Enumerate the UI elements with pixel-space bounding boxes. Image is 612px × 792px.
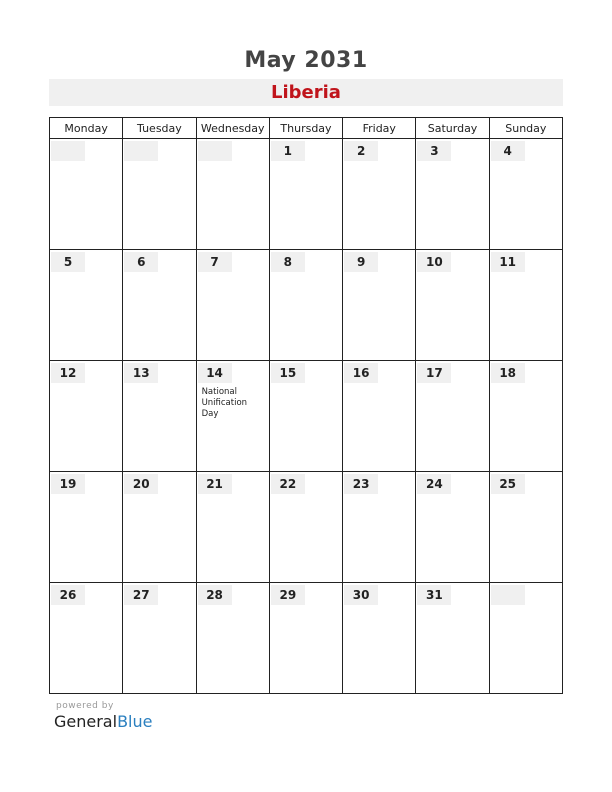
day-number: 18: [491, 363, 525, 383]
weekday-saturday: Saturday: [416, 118, 489, 139]
day-number: [198, 141, 232, 161]
day-number: 4: [491, 141, 525, 161]
week-row: [50, 583, 563, 694]
day-number: 16: [344, 363, 378, 383]
calendar-body: [50, 139, 563, 694]
day-number: 2: [344, 141, 378, 161]
week-row: [50, 250, 563, 361]
day-cell[interactable]: [269, 250, 342, 361]
day-cell[interactable]: [50, 139, 123, 250]
weekday-monday: Monday: [50, 118, 123, 139]
day-cell[interactable]: [50, 583, 123, 694]
country-name: Liberia: [271, 82, 341, 103]
day-number: 13: [124, 363, 158, 383]
day-cell[interactable]: [343, 250, 416, 361]
week-row: [50, 472, 563, 583]
day-number: 20: [124, 474, 158, 494]
holiday-label: National Unification Day: [201, 387, 248, 419]
day-cell[interactable]: [196, 361, 269, 472]
day-number: 23: [344, 474, 378, 494]
day-number: 30: [344, 585, 378, 605]
week-row: [50, 139, 563, 250]
day-cell[interactable]: [489, 250, 562, 361]
day-number: [51, 141, 85, 161]
day-number: 14: [198, 363, 232, 383]
day-cell[interactable]: [416, 139, 489, 250]
day-cell[interactable]: [489, 583, 562, 694]
day-number: 9: [344, 252, 378, 272]
day-cell[interactable]: [196, 250, 269, 361]
day-number: 8: [271, 252, 305, 272]
day-cell[interactable]: [196, 583, 269, 694]
day-number: 6: [124, 252, 158, 272]
day-cell[interactable]: [416, 472, 489, 583]
day-cell[interactable]: [343, 139, 416, 250]
day-cell[interactable]: [269, 472, 342, 583]
day-cell[interactable]: [343, 472, 416, 583]
day-cell[interactable]: [196, 472, 269, 583]
day-cell[interactable]: [489, 361, 562, 472]
day-cell[interactable]: [123, 250, 196, 361]
powered-by-label: powered by: [56, 701, 114, 711]
weekday-sunday: Sunday: [489, 118, 562, 139]
day-number: 31: [417, 585, 451, 605]
weekday-header-row: [50, 118, 563, 139]
day-cell[interactable]: [416, 361, 489, 472]
day-cell[interactable]: [269, 583, 342, 694]
day-cell[interactable]: [269, 139, 342, 250]
week-row: [50, 361, 563, 472]
day-number: 22: [271, 474, 305, 494]
day-number: [491, 585, 525, 605]
day-number: 26: [51, 585, 85, 605]
calendar-title: May 2031: [244, 48, 368, 73]
calendar-grid: [49, 117, 563, 694]
day-number: 24: [417, 474, 451, 494]
weekday-thursday: Thursday: [269, 118, 342, 139]
day-cell[interactable]: [123, 583, 196, 694]
weekday-wednesday: Wednesday: [196, 118, 269, 139]
day-cell[interactable]: [123, 139, 196, 250]
day-cell[interactable]: [343, 361, 416, 472]
day-number: 1: [271, 141, 305, 161]
day-number: 15: [271, 363, 305, 383]
day-number: 28: [198, 585, 232, 605]
day-cell[interactable]: [489, 472, 562, 583]
weekday-tuesday: Tuesday: [123, 118, 196, 139]
day-number: 29: [271, 585, 305, 605]
day-number: 7: [198, 252, 232, 272]
brand-blue: Blue: [117, 712, 153, 731]
day-cell[interactable]: [50, 472, 123, 583]
day-cell[interactable]: [269, 361, 342, 472]
day-cell[interactable]: [416, 250, 489, 361]
day-number: [124, 141, 158, 161]
day-number: 17: [417, 363, 451, 383]
weekday-friday: Friday: [343, 118, 416, 139]
day-number: 3: [417, 141, 451, 161]
day-number: 27: [124, 585, 158, 605]
day-cell[interactable]: [416, 583, 489, 694]
day-cell[interactable]: [489, 139, 562, 250]
day-cell[interactable]: [343, 583, 416, 694]
day-cell[interactable]: [123, 472, 196, 583]
day-cell[interactable]: [123, 361, 196, 472]
day-number: 5: [51, 252, 85, 272]
day-cell[interactable]: [50, 361, 123, 472]
day-number: 19: [51, 474, 85, 494]
country-banner: [49, 79, 563, 106]
day-number: 12: [51, 363, 85, 383]
day-cell[interactable]: [50, 250, 123, 361]
day-number: 10: [417, 252, 451, 272]
day-cell[interactable]: [196, 139, 269, 250]
brand-general: General: [54, 712, 118, 731]
day-number: 11: [491, 252, 525, 272]
generalblue-logo[interactable]: [54, 712, 152, 731]
day-number: 25: [491, 474, 525, 494]
day-number: 21: [198, 474, 232, 494]
